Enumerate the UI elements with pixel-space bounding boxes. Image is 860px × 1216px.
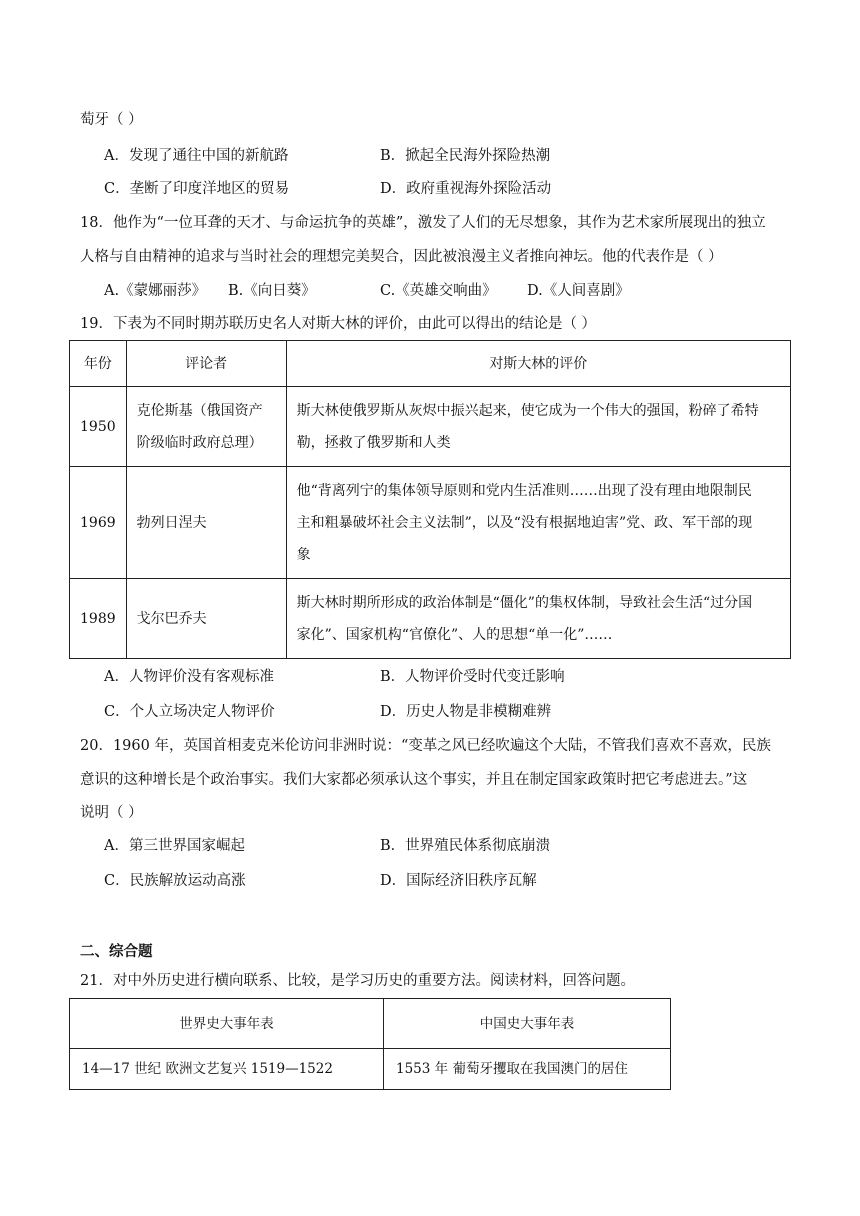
q17-option-b: B．掀起全民海外探险热潮	[380, 148, 551, 164]
q19-stem: 19．下表为不同时期苏联历史名人对斯大林的评价，由此可以得出的结论是（ ）	[80, 316, 597, 332]
q17-option-d: D．政府重视海外探险活动	[380, 181, 552, 197]
q20-option-d: D．国际经济旧秩序瓦解	[380, 873, 537, 889]
q18-option-d: D.《人间喜剧》	[527, 283, 630, 299]
table-row	[70, 579, 791, 659]
row-evaluation	[286, 387, 790, 467]
table-header-row	[70, 999, 671, 1049]
q19-option-c: C．个人立场决定人物评价	[104, 704, 275, 720]
q18-stem-line2: 人格与自由精神的追求与当时社会的理想完美契合，因此被浪漫主义者推向神坛。他的代表作是（ ）	[80, 249, 723, 265]
section-heading: 二、综合题	[80, 943, 153, 960]
row-commentator	[126, 387, 286, 467]
q20-option-a: A．第三世界国家崛起	[104, 838, 245, 854]
q20-option-b: B．世界殖民体系彻底崩溃	[380, 838, 551, 854]
q19-option-d: D．历史人物是非模糊难辨	[380, 704, 552, 720]
evaluation-line: 家化”、国家机构“官僚化”、人的思想“单一化”……	[296, 626, 613, 643]
q20-option-c: C．民族解放运动高涨	[104, 873, 246, 889]
evaluation-line: 主和粗暴破坏社会主义法制”，以及“没有根据地迫害”党、政、军干部的现	[296, 514, 753, 531]
evaluation-line: 象	[296, 546, 311, 563]
q20-stem-line1: 20．1960 年，英国首相麦克米伦访问非洲时说：“变革之风已经吹遍这个大陆，不管我们喜欢不喜欢，民族	[80, 738, 771, 754]
row-commentator	[126, 467, 286, 579]
table-header-row	[70, 341, 791, 387]
world-history-cell: 14—17 世纪 欧洲文艺复兴 1519—1522	[70, 1049, 384, 1090]
q18-option-a: A.《蒙娜丽莎》	[104, 283, 207, 299]
q17-option-a: A．发现了通往中国的新航路	[104, 148, 289, 164]
evaluation-line: 斯大林使俄罗斯从灰烬中振兴起来，使它成为一个伟大的强国，粉碎了希特	[296, 402, 759, 419]
commentator-line: 戈尔巴乔夫	[136, 610, 207, 627]
q20-stem-line2: 意识的这种增长是个政治事实。我们大家都必须承认这个事实，并且在制定国家政策时把它考虑进去。”这	[80, 772, 748, 788]
q18-stem-line1: 18．他作为“一位耳聋的天才、与命运抗争的英雄”，激发了人们的无尽想象，其作为艺术家所展现出的独立	[80, 215, 766, 231]
header-evaluation: 对斯大林的评价	[286, 341, 790, 387]
q17-stem-tail: 萄牙（ ）	[80, 112, 143, 128]
q19-evaluation-table	[69, 340, 791, 659]
q18-option-b: B.《向日葵》	[228, 283, 316, 299]
table-row	[70, 387, 791, 467]
q19-option-a: A．人物评价没有客观标准	[104, 669, 274, 685]
evaluation-line: 他“背离列宁的集体领导原则和党内生活准则……出现了没有理由地限制民	[296, 482, 752, 499]
header-china-history: 中国史大事年表	[384, 999, 671, 1049]
row-commentator	[126, 579, 286, 659]
q20-stem-line3: 说明（ ）	[80, 805, 143, 821]
commentator-line: 勃列日涅夫	[136, 514, 207, 531]
header-world-history: 世界史大事年表	[70, 999, 384, 1049]
q19-option-b: B．人物评价受时代变迁影响	[380, 669, 565, 685]
row-year: 1989	[70, 579, 127, 659]
row-evaluation	[286, 579, 790, 659]
row-year: 1969	[70, 467, 127, 579]
row-evaluation	[286, 467, 790, 579]
evaluation-line: 斯大林时期所形成的政治体制是“僵化”的集权体制，导致社会生活“过分国	[296, 594, 753, 611]
q18-option-c: C.《英雄交响曲》	[380, 283, 497, 299]
q21-chronology-table	[69, 998, 671, 1090]
row-year: 1950	[70, 387, 127, 467]
header-commentator: 评论者	[126, 341, 286, 387]
q17-option-c: C．垄断了印度洋地区的贸易	[104, 181, 290, 197]
q21-stem: 21．对中外历史进行横向联系、比较，是学习历史的重要方法。阅读材料，回答问题。	[80, 973, 635, 989]
header-year: 年份	[70, 341, 127, 387]
china-history-cell: 1553 年 葡萄牙攫取在我国澳门的居住	[384, 1049, 671, 1090]
commentator-line: 阶级临时政府总理）	[136, 434, 263, 451]
evaluation-line: 勒，拯救了俄罗斯和人类	[296, 434, 451, 451]
table-row	[70, 1049, 671, 1090]
table-row	[70, 467, 791, 579]
commentator-line: 克伦斯基（俄国资产	[136, 402, 263, 419]
